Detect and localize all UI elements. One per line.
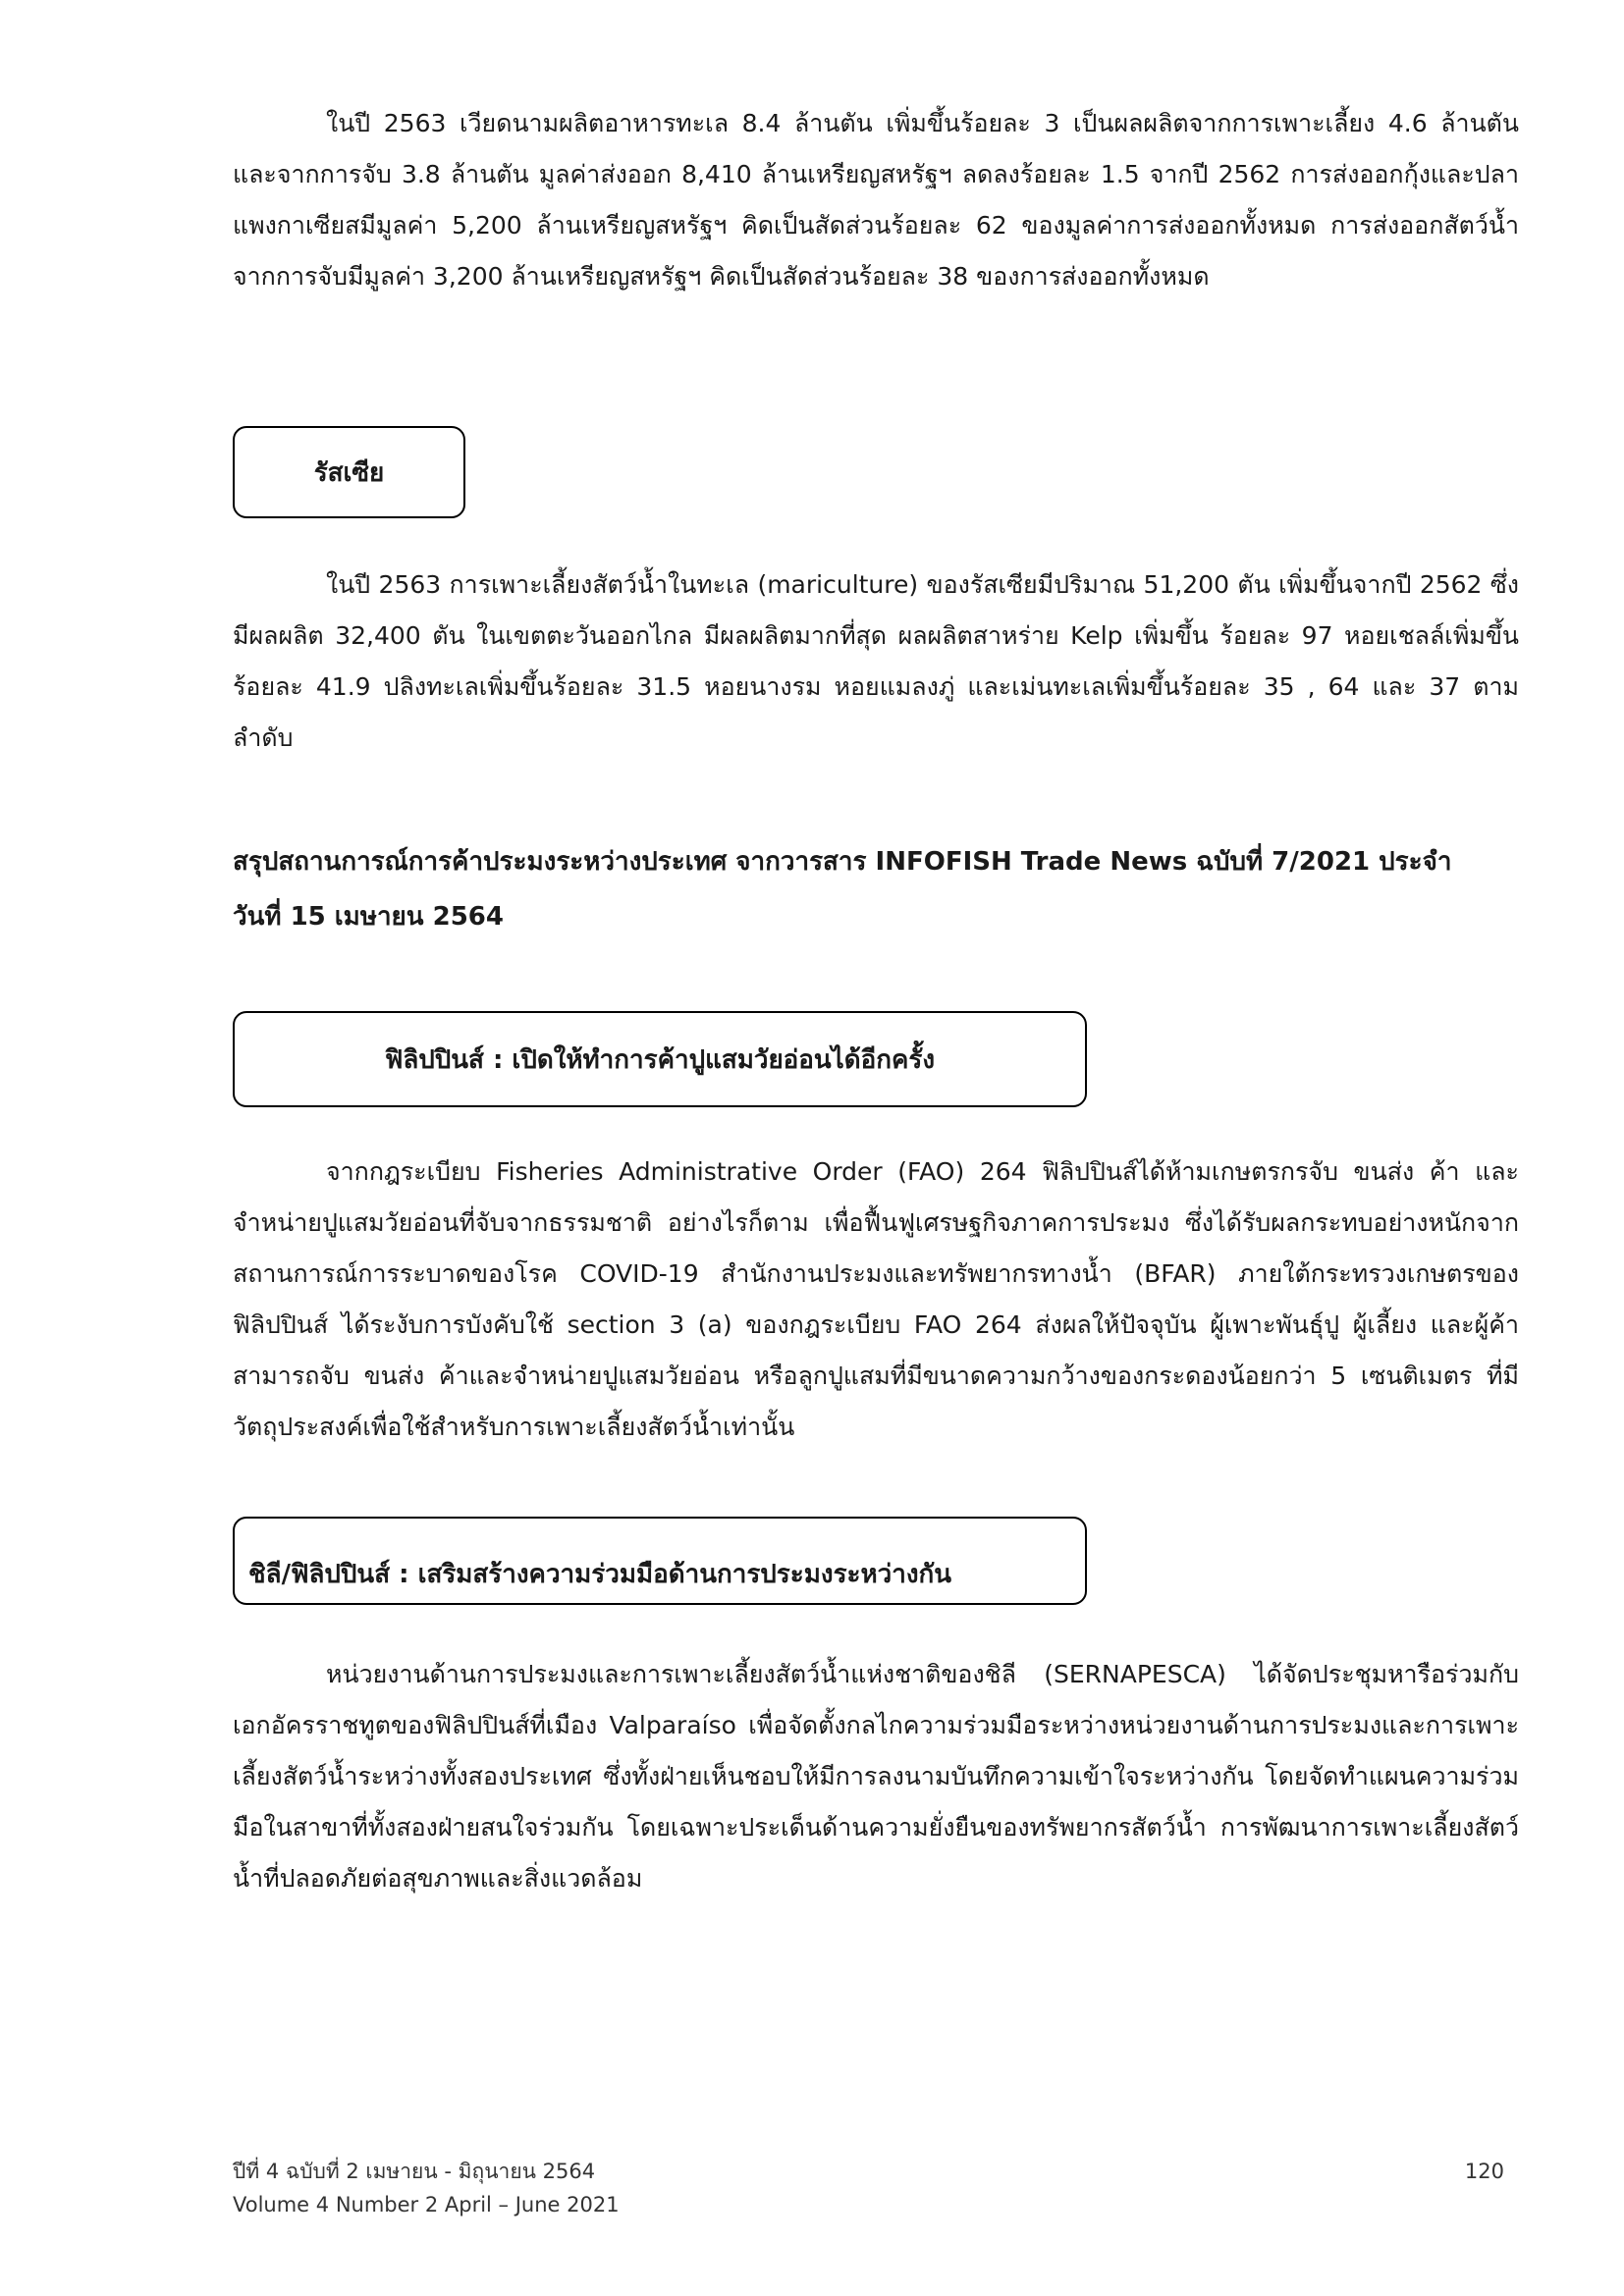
russia-section-title: รัสเซีย — [313, 457, 385, 488]
footer-issue-thai: ปีที่ 4 ฉบับที่ 2 เมษายน - มิถุนายน 2564 — [233, 2160, 596, 2183]
philippines-section-box — [233, 1011, 1087, 1107]
trade-summary-heading-line2: วันที่ 15 เมษายน 2564 — [233, 902, 504, 932]
footer-issue-english: Volume 4 Number 2 April – June 2021 — [233, 2193, 620, 2216]
philippines-paragraph: จากกฎระเบียบ Fisheries Administrative Order (FAO) 264 ฟิลิปปินส์ได้ห้ามเกษตรกรจับ ขนส่ง ค้า และจำหน่ายปูแสมวัยอ่อนที่จับจากธรรมชาติ อย่างไรก็ตาม เพื่อฟื้นฟูเศรษฐกิจภาคการประมง ซึ่งได้รับผลกระทบอย่างหนักจากสถานการณ์การระบาดของโรค COVID-19 สำนักงานประมงและทรัพยากรทางน้ำ (BFAR) ภายใต้กระทรวงเกษตรของฟิลิปปินส์ ได้ระงับการบังคับใช้ section 3 (a) ของกฎระเบียบ FAO 264 ส่งผลให้ปัจจุบัน ผู้เพาะพันธุ์ปู ผู้เลี้ยง และผู้ค้า สามารถจับ ขนส่ง ค้าและจำหน่ายปูแสมวัยอ่อน หรือลูกปูแสมที่มีขนาดความกว้างของกระดองน้อยกว่า 5 เซนติเมตร ที่มีวัตถุประสงค์เพื่อใช้สำหรับการเพาะเลี้ยงสัตว์น้ำเท่านั้น — [233, 1157, 1519, 1441]
philippines-section-title: ฟิลิปปินส์ : เปิดให้ทำการค้าปูแสมวัยอ่อนได้อีกครั้ง — [384, 1044, 936, 1075]
chile-philippines-section-box — [233, 1517, 1087, 1605]
trade-summary-heading-line1: สรุปสถานการณ์การค้าประมงระหว่างประเทศ จากวารสาร INFOFISH Trade News ฉบับที่ 7/2021 ประจำ — [233, 847, 1452, 877]
page-number: 120 — [1464, 2160, 1504, 2183]
vietnam-paragraph: ในปี 2563 เวียดนามผลิตอาหารทะเล 8.4 ล้านตัน เพิ่มขึ้นร้อยละ 3 เป็นผลผลิตจากการเพาะเลี้ยง 4.6 ล้านตัน และจากการจับ 3.8 ล้านตัน มูลค่าส่งออก 8,410 ล้านเหรียญสหรัฐฯ ลดลงร้อยละ 1.5 จากปี 2562 การส่งออกกุ้งและปลาแพงกาเซียสมีมูลค่า 5,200 ล้านเหรียญสหรัฐฯ คิดเป็นสัดส่วนร้อยละ 62 ของมูลค่าการส่งออกทั้งหมด การส่งออกสัตว์น้ำจากการจับมีมูลค่า 3,200 ล้านเหรียญสหรัฐฯ คิดเป็นสัดส่วนร้อยละ 38 ของการส่งออกทั้งหมด — [233, 109, 1519, 291]
russia-paragraph: ในปี 2563 การเพาะเลี้ยงสัตว์น้ำในทะเล (mariculture) ของรัสเซียมีปริมาณ 51,200 ตัน เพิ่มขึ้นจากปี 2562 ซึ่งมีผลผลิต 32,400 ตัน ในเขตตะวันออกไกล มีผลผลิตมากที่สุด ผลผลิตสาหร่าย Kelp เพิ่มขึ้น ร้อยละ 97 หอยเชลล์เพิ่มขึ้นร้อยละ 41.9 ปลิงทะเลเพิ่มขึ้นร้อยละ 31.5 หอยนางรม หอยแมลงภู่ และเม่นทะเลเพิ่มขึ้นร้อยละ 35 , 64 และ 37 ตามลำดับ — [233, 570, 1519, 752]
chile-philippines-paragraph: หน่วยงานด้านการประมงและการเพาะเลี้ยงสัตว์น้ำแห่งชาติของชิลี (SERNAPESCA) ได้จัดประชุมหารือร่วมกับเอกอัครราชทูตของฟิลิปปินส์ที่เมือง Valparaíso เพื่อจัดตั้งกลไกความร่วมมือระหว่างหน่วยงานด้านการประมงและการเพาะเลี้ยงสัตว์น้ำระหว่างทั้งสองประเทศ ซึ่งทั้งฝ่ายเห็นชอบให้มีการลงนามบันทึกความเข้าใจระหว่างกัน โดยจัดทำแผนความร่วมมือในสาขาที่ทั้งสองฝ่ายสนใจร่วมกัน โดยเฉพาะประเด็นด้านความยั่งยืนของทรัพยากรสัตว์น้ำ การพัฒนาการเพาะเลี้ยงสัตว์น้ำที่ปลอดภัยต่อสุขภาพและสิ่งแวดล้อม — [233, 1660, 1519, 1893]
footer — [233, 2155, 620, 2221]
trade-summary-heading — [233, 834, 1519, 944]
russia-section-box — [233, 426, 465, 518]
chile-philippines-section-title: ชิลี/ฟิลิปปินส์ : เสริมสร้างความร่วมมือด้านการประมงระหว่างกัน — [248, 1559, 952, 1589]
